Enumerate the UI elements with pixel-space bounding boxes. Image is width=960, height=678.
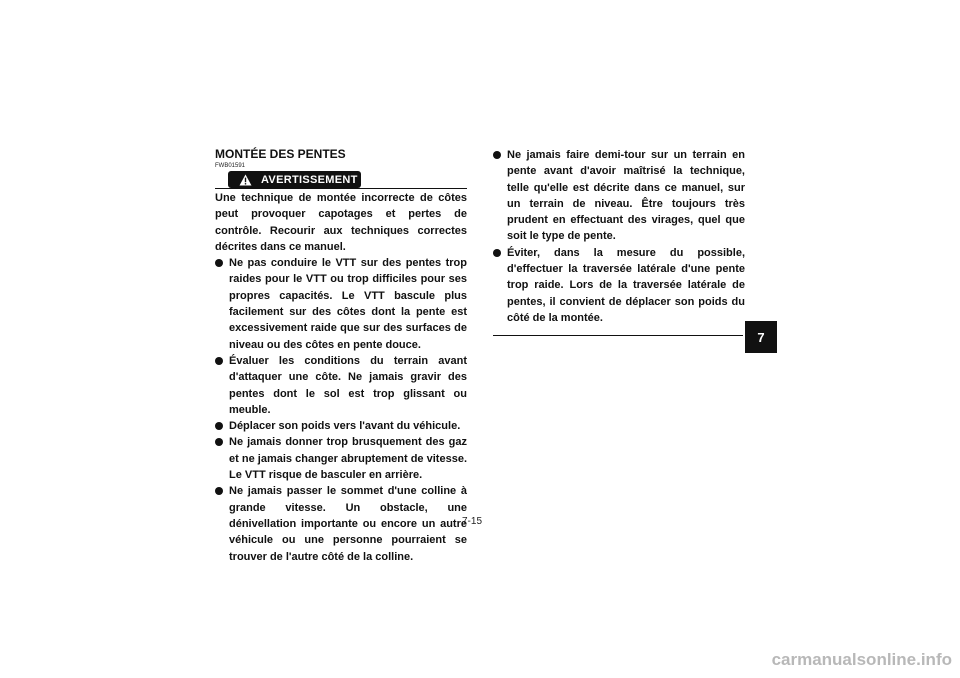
warning-intro: Une technique de montée incorrecte de côtes peut provoquer capotages et pertes de contrôle. Recourir aux techniques correctes décrites dans ce manuel. — [215, 192, 467, 253]
warning-badge — [228, 171, 361, 188]
bullet-icon — [493, 249, 501, 257]
warning-end-rule — [493, 335, 743, 336]
list-item-text: Ne jamais donner trop brusquement des gaz et ne jamais changer abruptement de vitesse. Le VTT risque de basculer en arrière. — [229, 436, 467, 482]
list-item — [215, 483, 467, 564]
warning-code: FWB01591 — [215, 163, 246, 169]
list-item-text: Ne jamais passer le sommet d'une colline à grande vitesse. Un obstacle, une dénivellation importante ou encore un autre véhicule ou une personne pourraient se trouver de l'autre côté de la colline. — [229, 485, 467, 563]
list-item-text: Évaluer les conditions du terrain avant d'attaquer une côte. Ne jamais gravir des pentes dont le sol est trop glissant ou meuble. — [229, 354, 467, 416]
bullet-icon — [493, 151, 501, 159]
list-item-text: Déplacer son poids vers l'avant du véhicule. — [229, 420, 461, 433]
left-column — [215, 147, 467, 565]
list-item — [215, 434, 467, 483]
list-item — [215, 418, 467, 434]
bullet-icon — [215, 259, 223, 267]
list-item-text: Ne pas conduire le VTT sur des pentes trop raides pour le VTT ou trop difficiles pour ses propres capacités. Le VTT bascule plus facilement sur des côtes dont la pente est excessivement raide que sur des surfaces de niveau ou des côtes en pente douce. — [229, 257, 467, 351]
page-number: 7-15 — [462, 516, 483, 527]
list-item-text: Éviter, dans la mesure du possible, d'effectuer la traversée latérale d'une pente trop raide. Lors de la traversée latérale de pentes, il convient de déplacer son poids du côté de la montée. — [507, 246, 745, 324]
chapter-tab: 7 — [745, 321, 777, 353]
bullet-icon — [215, 487, 223, 495]
warning-header — [215, 171, 467, 189]
list-item — [215, 353, 467, 418]
right-bullet-list — [493, 147, 745, 326]
list-item — [493, 245, 745, 326]
section-title: MONTÉE DES PENTES — [215, 147, 346, 161]
watermark: carmanualsonline.info — [771, 650, 952, 669]
warning-triangle-icon — [239, 174, 252, 186]
list-item-text: Ne jamais faire demi-tour sur un terrain en pente avant d'avoir maîtrisé la technique, telle qu'elle est décrite dans ce manuel, sur un terrain de niveau. Être toujours très prudent en effectuant des virages, quel que soit le type de pente. — [507, 149, 745, 243]
right-column — [493, 147, 745, 336]
bullet-icon — [215, 438, 223, 446]
list-item — [215, 255, 467, 353]
bullet-icon — [215, 422, 223, 430]
warning-label: AVERTISSEMENT — [261, 173, 358, 186]
left-bullet-list — [215, 255, 467, 565]
bullet-icon — [215, 357, 223, 365]
list-item — [493, 147, 745, 245]
warning-rule — [215, 188, 467, 189]
